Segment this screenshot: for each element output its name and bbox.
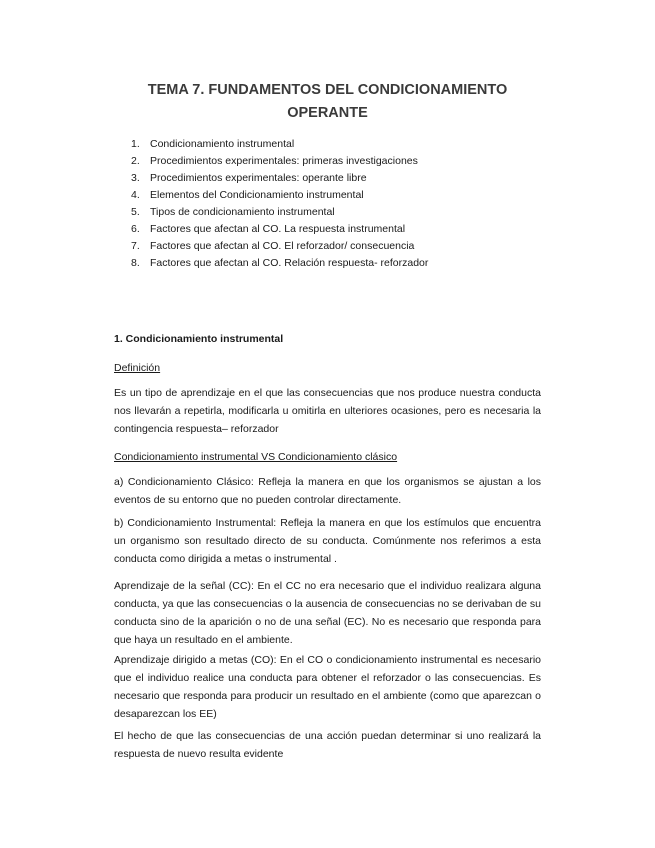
toc-item: 1. Condicionamiento instrumental bbox=[131, 138, 295, 150]
closing-paragraph: El hecho de que las consecuencias de una acción puedan determinar si uno realizará la respuesta de nuevo resulta evidente bbox=[114, 730, 541, 760]
table-of-contents bbox=[131, 136, 428, 272]
toc-item: 4. Elementos del Condicionamiento instrumental bbox=[131, 189, 364, 201]
classical-conditioning-paragraph: a) Condicionamiento Clásico: Refleja la manera en que los organismos se ajustan a los eventos de su entorno que no pueden controlar directamente. bbox=[114, 476, 541, 506]
signal-learning-paragraph: Aprendizaje de la señal (CC): En el CC no era necesario que el individuo realizara alguna conducta, ya que las consecuencias o la ausencia de consecuencias no se derivaban de su conducta sino de la aparición o no de una señal (EC). No es necesario que responda para que haya un resultado en el ambiente. bbox=[114, 580, 541, 646]
goal-directed-learning-paragraph: Aprendizaje dirigido a metas (CO): En el CO o condicionamiento instrumental es necesario que el individuo realice una conducta para obtener el reforzador o las consecuencias. Es necesario que responda para producir un resultado en el ambiente (como que aparezcan o desaparezcan los EE) bbox=[114, 654, 541, 720]
toc-item: 3. Procedimientos experimentales: operante libre bbox=[131, 172, 367, 184]
definicion-subheading: Definición bbox=[114, 362, 161, 374]
instrumental-conditioning-paragraph: b) Condicionamiento Instrumental: Refleja la manera en que los estímulos que encuentra un organismo son resultado directo de su conducta. Comúnmente nos referimos a esta conducta como dirigida a metas o instrumental . bbox=[114, 517, 541, 565]
toc-item: 6. Factores que afectan al CO. La respuesta instrumental bbox=[131, 223, 406, 235]
toc-item: 2. Procedimientos experimentales: primeras investigaciones bbox=[131, 155, 418, 167]
document-title-line2: OPERANTE bbox=[287, 105, 368, 121]
section-heading: 1. Condicionamiento instrumental bbox=[114, 333, 284, 345]
document-title-line1: TEMA 7. FUNDAMENTOS DEL CONDICIONAMIENTO bbox=[147, 82, 508, 98]
toc-item: 8. Factores que afectan al CO. Relación respuesta- reforzador bbox=[131, 257, 429, 269]
definicion-paragraph: Es un tipo de aprendizaje en el que las consecuencias que nos produce nuestra conducta nos llevarán a repetirla, modificarla u omitirla en ulteriores ocasiones, pero es necesaria la contingencia respuesta– reforzador bbox=[114, 387, 541, 435]
toc-item: 7. Factores que afectan al CO. El reforzador/ consecuencia bbox=[131, 240, 415, 252]
toc-item: 5. Tipos de condicionamiento instrumental bbox=[131, 206, 335, 218]
comparison-subheading: Condicionamiento instrumental VS Condicionamiento clásico bbox=[114, 451, 398, 463]
